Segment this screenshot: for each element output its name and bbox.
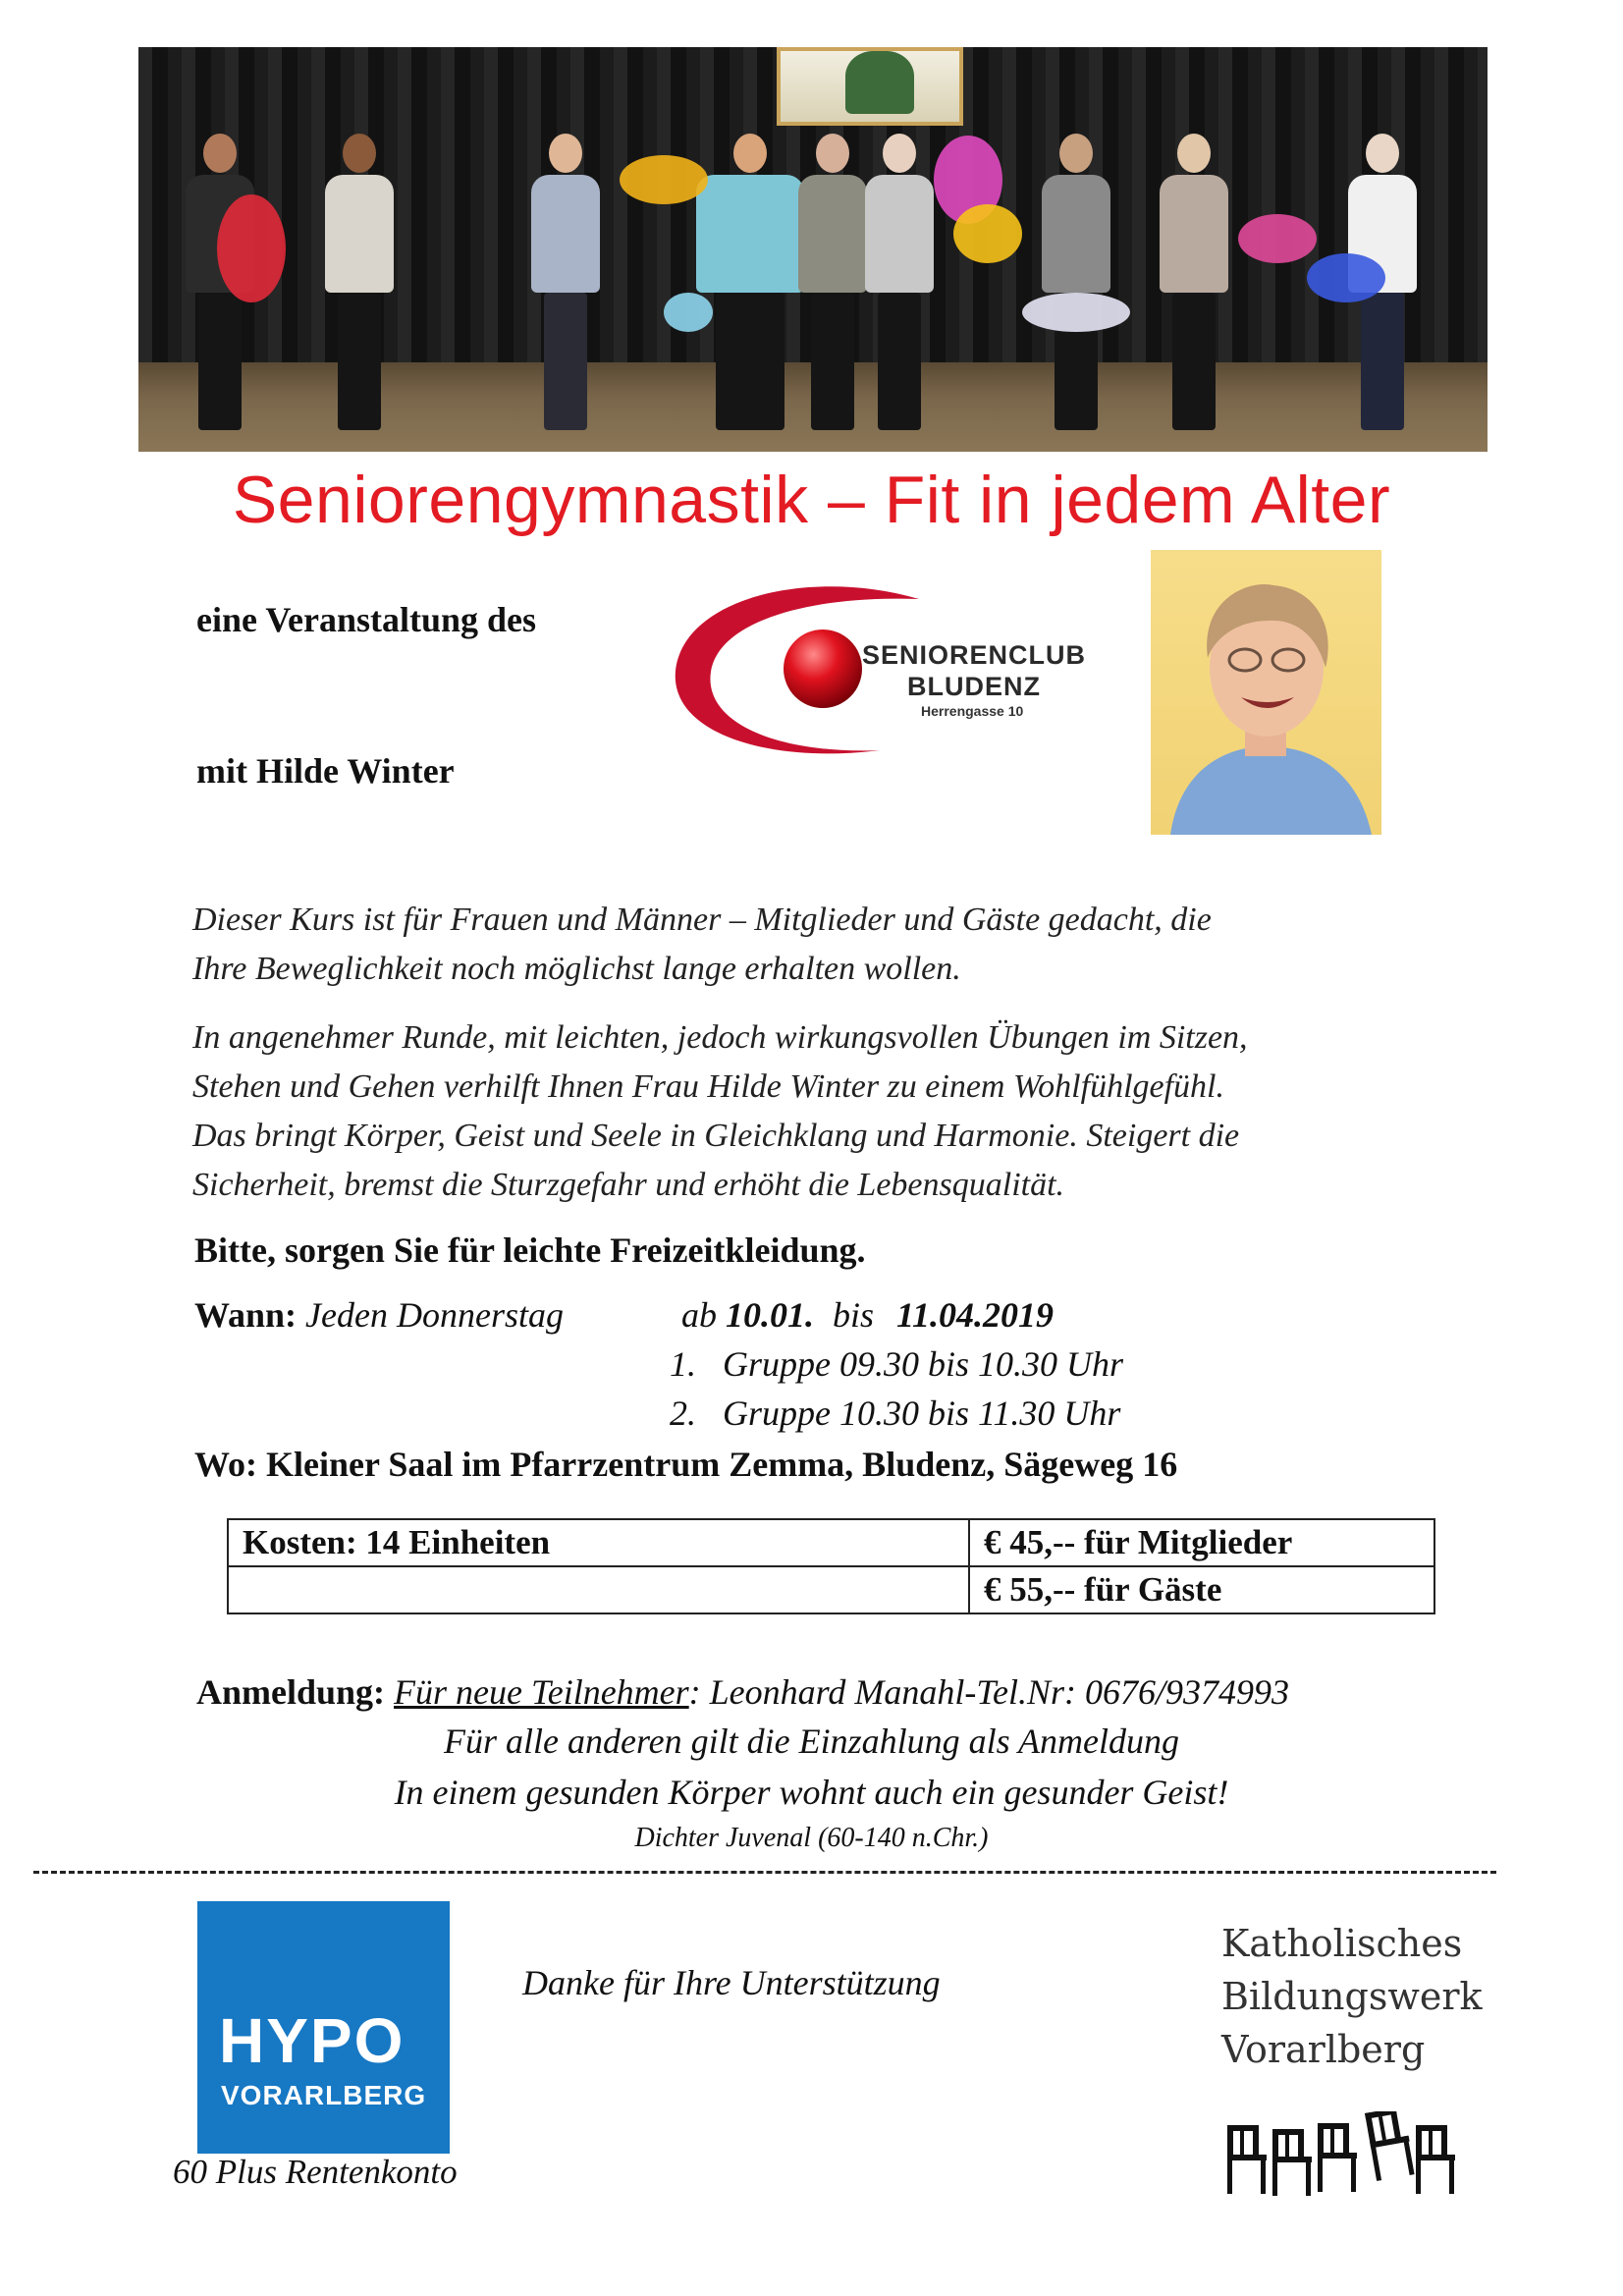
cost-label: Kosten: 14 Einheiten (228, 1519, 969, 1566)
when-line: Wann: Jeden Donnerstag (194, 1295, 564, 1335)
kbw-logo-text: Katholisches Bildungswerk Vorarlberg (1221, 1922, 1483, 2071)
table-row (228, 1519, 1434, 1566)
quote-author: Dichter Juvenal (60-140 n.Chr.) (634, 1823, 989, 1853)
club-name-line2: BLUDENZ (907, 672, 1041, 701)
description-paragraph-1: Dieser Kurs ist für Frauen und Männer – Mitglieder und Gäste gedacht, die Ihre Beweglichkeit noch möglichst lange erhalten wollen. (192, 902, 1212, 987)
cost-label (228, 1566, 969, 1613)
cost-price: € 45,-- für Mitglieder (969, 1519, 1434, 1566)
table-row (228, 1566, 1434, 1613)
group-1: 1. Gruppe 09.30 bis 10.30 Uhr (670, 1344, 1124, 1384)
hero-photo (138, 47, 1488, 452)
registration-others: Für alle anderen gilt die Einzahlung als Anmeldung (444, 1722, 1179, 1761)
hypo-caption: 60 Plus Rentenkonto (173, 2153, 458, 2191)
date-range: ab 10.01. bis 11.04.2019 (681, 1295, 1055, 1335)
club-address: Herrengasse 10 (921, 703, 1024, 719)
club-name-line1: SENIORENCLUB (862, 640, 1087, 670)
thanks-text: Danke für Ihre Unterstützung (522, 1963, 941, 2002)
cost-price: € 55,-- für Gäste (969, 1566, 1434, 1613)
registration-line: Anmeldung: Für neue Teilnehmer: Leonhard Manahl-Tel.Nr: 0676/9374993 (196, 1672, 1290, 1712)
clothing-note: Bitte, sorgen Sie für leichte Freizeitkleidung. (194, 1230, 866, 1270)
description-paragraph-2: In angenehmer Runde, mit leichten, jedoch wirkungsvollen Übungen im Sitzen, Stehen und Gehen verhilft Ihnen Frau Hilde Winter zu einem Wohlfühlgefühl. Das bringt Körper, Geist und Seele in Gleichklang und Harmonie. Steigert die Sicherheit, bremst die Sturzgefahr und erhöht die Lebensqualität. (192, 1019, 1248, 1203)
divider (33, 1871, 1496, 1874)
page-title: Seniorengymnastik – Fit in jedem Alter (232, 463, 1391, 537)
club-swoosh-icon (664, 577, 1106, 764)
seniorenclub-logo (664, 577, 1106, 764)
chairs-icon (1223, 2111, 1469, 2200)
group-2: 2. Gruppe 10.30 bis 11.30 Uhr (670, 1394, 1121, 1433)
organizer-intro: eine Veranstaltung des (196, 600, 537, 639)
costs-table (227, 1518, 1435, 1614)
hypo-vorarlberg-logo: HYPO VORARLBERG (197, 1901, 450, 2154)
portrait-hilde-winter (1151, 550, 1381, 835)
location: Wo: Kleiner Saal im Pfarrzentrum Zemma, Bludenz, Sägeweg 16 (194, 1445, 1178, 1484)
quote: In einem gesunden Körper wohnt auch ein gesunder Geist! (394, 1773, 1229, 1812)
organizer-with: mit Hilde Winter (196, 751, 455, 791)
